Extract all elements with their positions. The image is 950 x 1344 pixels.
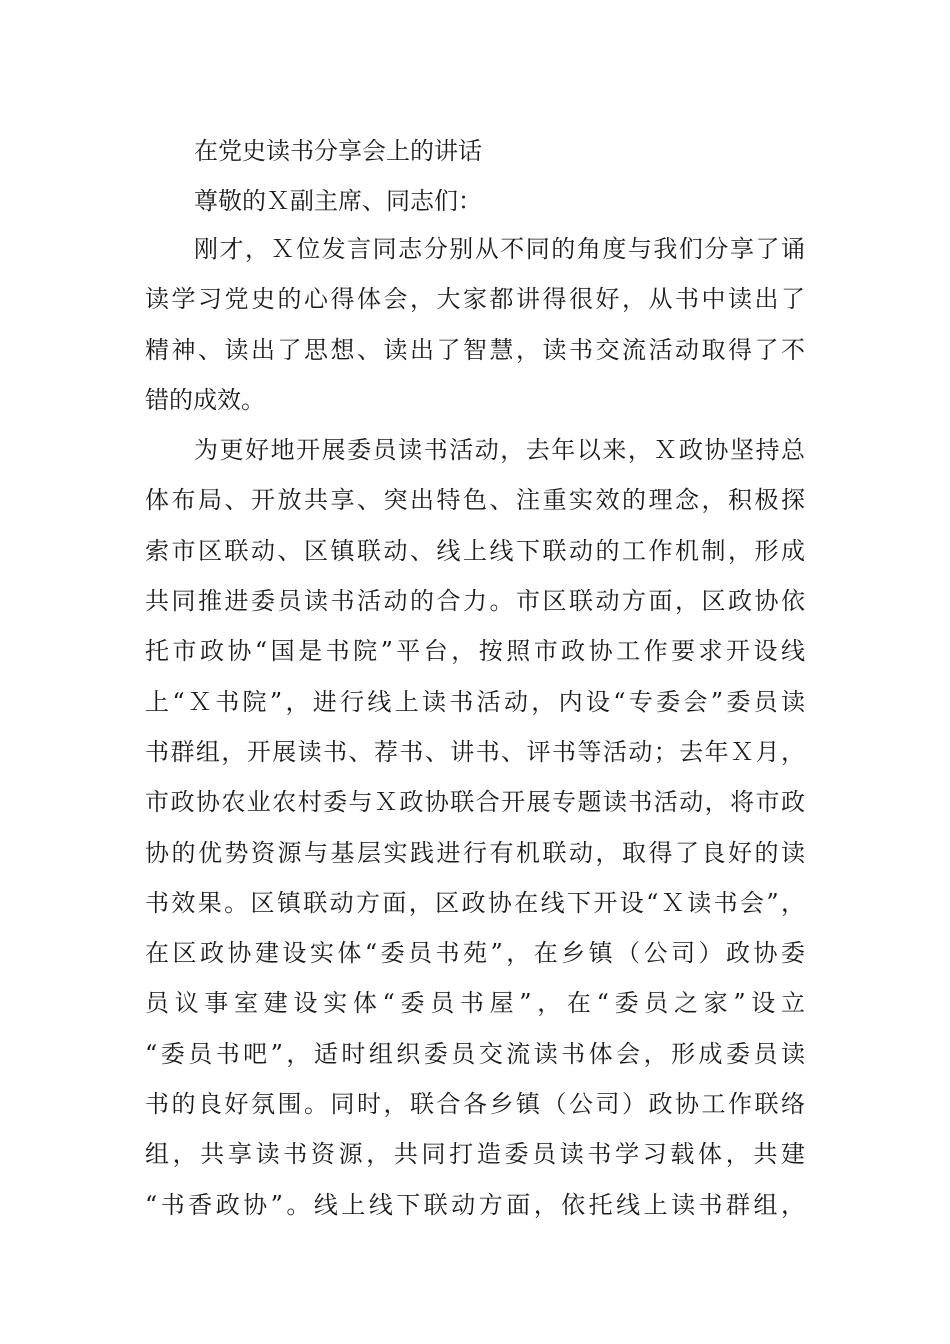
paragraph-2-line: 协的优势资源与基层实践进行有机联动，取得了良好的读 — [145, 838, 805, 867]
paragraph-2-line: 为更好地开展委员读书活动，去年以来，Ｘ政协坚持总 — [194, 436, 805, 465]
paragraph-2-line: 托市政协“国是书院”平台，按照市政协工作要求开设线 — [145, 637, 805, 666]
paragraph-2-line: 上“Ｘ书院”，进行线上读书活动，内设“专委会”委员读 — [145, 687, 805, 716]
paragraph-1-line: 读学习党史的心得体会，大家都讲得很好，从书中读出了 — [145, 285, 805, 314]
greeting: 尊敬的Ｘ副主席、同志们： — [194, 187, 482, 215]
paragraph-2-line: 组，共享读书资源，共同打造委员读书学习载体，共建 — [145, 1140, 805, 1169]
paragraph-2-line: 市政协农业农村委与Ｘ政协联合开展专题读书活动，将市政 — [145, 788, 805, 817]
paragraph-2-line: 员议事室建设实体“委员书屋”，在“委员之家”设立 — [145, 989, 805, 1018]
paragraph-2-line: 体布局、开放共享、突出特色、注重实效的理念，积极探 — [145, 486, 805, 515]
paragraph-2-line: 共同推进委员读书活动的合力。市区联动方面，区政协依 — [145, 587, 805, 616]
paragraph-2-line: 索市区联动、区镇联动、线上线下联动的工作机制，形成 — [145, 536, 805, 565]
document-title: 在党史读书分享会上的讲话 — [194, 137, 482, 165]
paragraph-2-line: 在区政协建设实体“委员书苑”，在乡镇（公司）政协委 — [145, 939, 805, 968]
body-text — [145, 229, 805, 1235]
paragraph-2-line: 书群组，开展读书、荐书、讲书、评书等活动；去年Ｘ月， — [145, 737, 805, 766]
paragraph-2-line: 书的良好氛围。同时，联合各乡镇（公司）政协工作联络 — [145, 1090, 805, 1119]
paragraph-2-line: 书效果。区镇联动方面，区政协在线下开设“Ｘ读书会”， — [145, 888, 805, 917]
paragraph-2-line: “委员书吧”，适时组织委员交流读书体会，形成委员读 — [145, 1039, 805, 1068]
paragraph-1-line: 精神、读出了思想、读出了智慧，读书交流活动取得了不 — [145, 335, 805, 364]
paragraph-1-line: 错的成效。 — [145, 385, 265, 414]
paragraph-1-line: 刚才，Ｘ位发言同志分别从不同的角度与我们分享了诵 — [194, 235, 805, 263]
paragraph-2-line: “书香政协”。线上线下联动方面，依托线上读书群组， — [145, 1190, 805, 1219]
